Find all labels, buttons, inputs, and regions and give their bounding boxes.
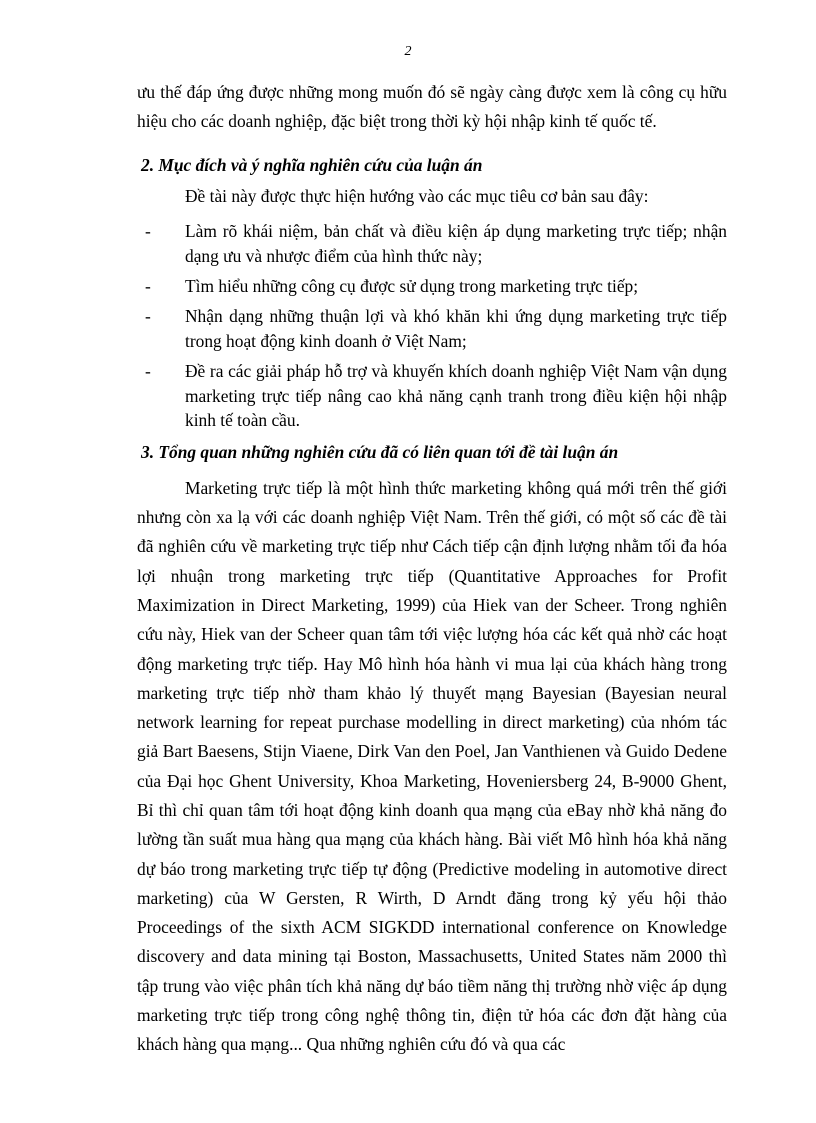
list-item-text: Đề ra các giải pháp hỗ trợ và khuyến khích doanh nghiệp Việt Nam vận dụng marketing trực tiếp nâng cao khả năng cạnh tranh trong điều kiện hội nhập kinh tế toàn cầu. [185,361,727,431]
list-item-text: Làm rõ khái niệm, bản chất và điều kiện áp dụng marketing trực tiếp; nhận dạng ưu và nhược điểm của hình thức này; [185,221,727,266]
bullet-dash: - [145,276,151,296]
page-number: 2 [404,44,412,59]
list-item [137,359,727,432]
intro-paragraph: ưu thế đáp ứng được những mong muốn đó sẽ ngày càng được xem là công cụ hữu hiệu cho các doanh nghiệp, đặc biệt trong thời kỳ hội nhập kinh tế quốc tế. [137,82,727,132]
bullet-dash: - [145,361,151,382]
section-3-paragraph: Marketing trực tiếp là một hình thức marketing không quá mới trên thế giới nhưng còn xa lạ với các doanh nghiệp Việt Nam. Trên thế giới, có một số các đề tài đã nghiên cứu về marketing trực tiếp như Cách tiếp cận định lượng nhằm tối đa hóa lợi nhuận trong marketing trực tiếp (Quantitative Approaches for Profit Maximization in Direct Marketing, 1999) của Hiek van der Scheer. Trong nghiên cứu này, Hiek van der Scheer quan tâm tới việc lượng hóa các kết quả nhờ các hoạt động marketing trực tiếp. Hay Mô hình hóa hành vi mua lại của khách hàng trong marketing trực tiếp nhờ tham khảo lý thuyết mạng Bayesian (Bayesian neural network learning for repeat purchase modelling in direct marketing) của nhóm tác giả Bart Baesens, Stijn Viaene, Dirk Van den Poel, Jan Vanthienen và Guido Dedene của Đại học Ghent University, Khoa Marketing, Hoveniersberg 24, B-9000 Ghent, Bỉ thì chỉ quan tâm tới hoạt động kinh doanh qua mạng của eBay nhờ khả năng đo lường tần suất mua hàng qua mạng của khách hàng. Bài viết Mô hình hóa khả năng dự báo trong marketing trực tiếp tự động (Predictive modeling in automotive direct marketing) của W Gersten, R Wirth, D Arndt đăng trong kỷ yếu hội thảo Proceedings of the sixth ACM SIGKDD international conference on Knowledge discovery and data mining tại Boston, Massachusetts, United States năm 2000 thì tập trung vào việc phân tích khả năng dự báo tiềm năng thị trường nhờ việc áp dụng marketing trực tiếp trong công nghệ thông tin, điện tử hóa các đơn đặt hàng của khách hàng qua mạng... Qua những nghiên cứu đó và qua các [137,477,727,1055]
list-item [137,274,727,298]
list-item [137,304,727,353]
list-item-text: Nhận dạng những thuận lợi và khó khăn khi ứng dụng marketing trực tiếp trong hoạt động kinh doanh ở Việt Nam; [185,306,727,351]
bullet-dash: - [145,306,151,327]
objectives-list [137,219,727,432]
page-content [137,78,727,1060]
section-2-intro: Đề tài này được thực hiện hướng vào các mục tiêu cơ bản sau đây: [185,185,649,206]
list-item [137,219,727,268]
section-3-heading: 3. Tổng quan những nghiên cứu đã có liên quan tới đề tài luận án [141,442,619,463]
section-2-heading: 2. Mục đích và ý nghĩa nghiên cứu của luận án [141,154,483,175]
bullet-dash: - [145,221,151,242]
list-item-text: Tìm hiểu những công cụ được sử dụng trong marketing trực tiếp; [185,276,639,296]
